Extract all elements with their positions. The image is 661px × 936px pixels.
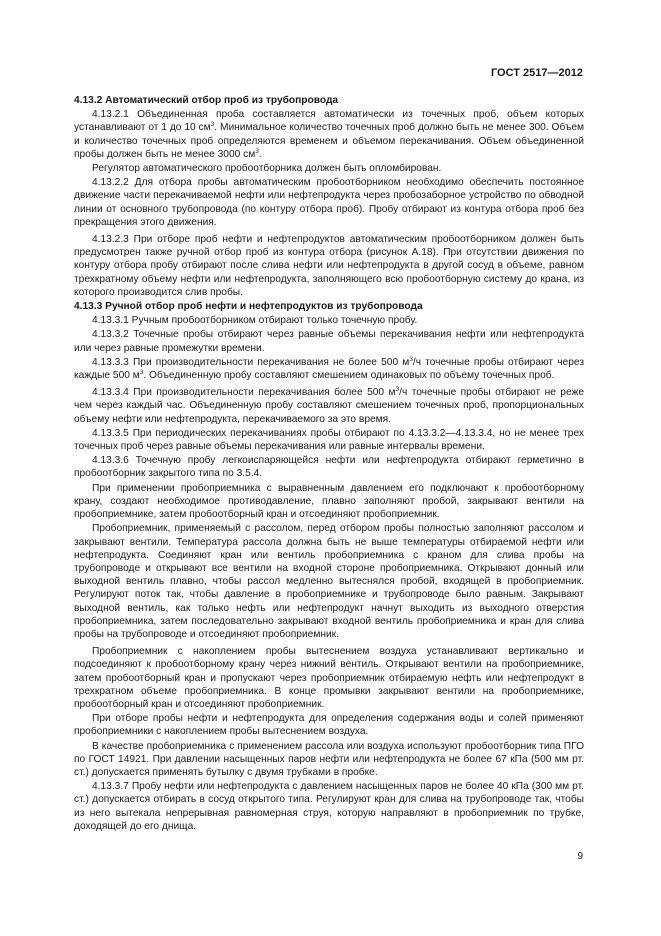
paragraph-text: 4.13.3.4 При производительности перекачивания более 500 м [92,387,396,399]
page-number: 9 [577,851,583,862]
paragraph [74,386,584,426]
paragraph [74,108,584,161]
paragraph-text: Пробоприемник, применяемый с рассолом, перед отбором пробы полностью заполняют рассолом и закрывают вентили. Температура рассола должна быть не выше температуры отбираемой нефти или нефтепродукта. Соединяют кран или вентиль пробоприемника с краном для слива пробы на трубопроводе и открывают все вентили на входной стороне пробоприемника. Открывают донный или выходной вентиль плавно, чтобы рассол медленно вытеснялся пробой, входящей в пробоприемник. Регулируют поток так, чтобы давление в пробоприемнике и трубопроводе было равным. Закрывают выходной вентиль, как только нефть или нефтепродукт начнут выходить из выходного отверстия пробоприемника, затем последовательно закрывают входной вентиль пробоприемника и кран для слива пробы на трубопроводе и отсоединяют пробоприемник. [74,523,584,640]
page-header: ГОСТ 2517—2012 [490,67,583,79]
paragraph [74,162,584,175]
paragraph-text: 4.13.3.2 Точечные пробы отбирают через равные объемы перекачивания нефти или нефтепродукта или через равные промежутки времени. [74,329,584,354]
paragraph [74,482,584,522]
paragraph [74,176,584,229]
paragraph-text: 4.13.3.1 Ручным пробоотборником отбирают только точечную пробу. [92,315,418,327]
paragraph [74,427,584,453]
paragraph-text: 4.13.2.3 При отборе проб нефти и нефтепродуктов автоматическим пробоотборником должен быть предусмотрен также ручной отбор проб из контура отбора (рисунок А.18). При отсутствии движения по контуру отбора пробу отбирают после слива нефти или нефтепродукта в другой сосуд в объеме, равном трехкратному объему нефти или нефтепродукта, заполняющего всю пробоотборную систему до крана, из которого производится слив пробы. [74,234,584,298]
paragraph-text: 4.13.3.3 При производительности перекачивания не более 500 м [92,356,410,368]
paragraph-text: Пробоприемник с накоплением пробы вытеснением воздуха устанавливают вертикально и подсоединяют к пробоотборному крану через нижний вентиль. Открывают вентили на пробоприемнике, затем пробоотборный кран и пропускают через пробоприемник отбираемую нефть или нефтепродукт в трехкратном объеме пробоприемника. В конце промывки закрывают вентили на пробоприемнике, пробоотборный кран и отсоединяют пробоприемник. [74,646,584,710]
paragraph-text: 4.13.3.6 Точечную пробу легкоиспаряющейся нефти или нефтепродукта отбирают герметично в пробоотборник закрытого типа по 3.5.4. [74,455,584,480]
paragraph [74,454,584,480]
superscript: 3 [395,386,400,394]
paragraph-text: . Минимальное количество точечных проб должно быть не менее 300. Объем и количество точечных проб определяются временем и объемом перекачивания. Объем объединенной пробы должен быть не менее 3000 см [74,122,584,160]
paragraph [74,522,584,641]
paragraph-text: 4.13.3.7 Пробу нефти или нефтепродукта с давлением насыщенных паров не более 40 кПа (300 мм рт. ст.) допускается отбирать в сосуд открытого типа. Регулируют кран для слива на трубопроводе так, чтобы из него вытекала непрерывная равномерная струя, которую направляют в пробоприемник по трубке, доходящей до его днища. [74,781,584,832]
paragraph [74,314,584,327]
paragraph [74,740,584,780]
paragraph-text: /ч точечные пробы отбирают не реже чем через каждый час. Объединенную пробу составляют смешением точечных проб, пропорциональных объему нефти или нефтепродукта, перекачиваемого за это время. [74,387,584,425]
paragraph [74,356,584,382]
paragraph-text: 4.13.2.2 Для отбора пробы автоматическим пробоотборником необходимо обеспечить постоянное движение части перекачиваемой нефти или нефтепродукта через пробозаборное устройство по обводной линии от основного трубопровода (по контуру отбора проб). Пробу отбирают из контура отбора проб без прекращения этого движения. [74,177,584,228]
paragraph-text: При отборе пробы нефти и нефтепродукта для определения содержания воды и солей применяют пробоприемники с накоплением пробы вытеснением воздуха. [74,713,584,738]
paragraph-text: . Объединенную пробу составляют смешением одинаковых по объему точечных проб. [143,370,555,382]
document-body [74,94,584,834]
paragraph-text: /ч точечные пробы отбирают через каждые 500 м [74,356,584,382]
superscript: 3 [139,369,144,377]
paragraph [74,780,584,833]
paragraph [74,328,584,354]
superscript: 3 [255,147,259,155]
paragraph-text: В качестве пробоприемника с применением рассола или воздуха используют пробоотборник типа ПГО по ГОСТ 14921. При давлении насыщенных паров нефти или нефтепродукта не более 67 кПа (500 мм рт. ст.) допускается применять бутылку с двумя трубками в пробке. [74,740,584,778]
paragraph-text: Регулятор автоматического пробоотборника должен быть опломбирован. [92,163,442,175]
paragraph-text: . [258,148,262,160]
superscript: 3 [409,355,413,363]
section-heading: 4.13.2 Автоматический отбор проб из трубопровода [74,95,339,106]
paragraph [74,645,584,711]
paragraph-text: 4.13.2.1 Объединенная проба составляется автоматически из точечных проб, объем которых устанавливают от 1 до 10 см [74,109,584,134]
paragraph [74,712,584,738]
paragraph-text: 4.13.3.5 При периодических перекачиваниях пробы отбирают по 4.13.3.2—4.13.3.4, но не менее трех точечных проб через равные объемы перекачивания или равные интервалы времени. [74,427,584,453]
paragraph-text: При применении пробоприемника с выравненным давлением его подключают к пробоотборному крану, создают необходимое противодавление, плавно заполняют пробой, закрывают вентили на пробоприемнике, затем пробоотборный кран и отсоединяют пробоприемник. [74,482,584,521]
section-heading: 4.13.3 Ручной отбор проб нефти и нефтепродуктов из трубопровода [74,301,423,313]
paragraph [74,233,584,299]
superscript: 3 [210,121,215,129]
